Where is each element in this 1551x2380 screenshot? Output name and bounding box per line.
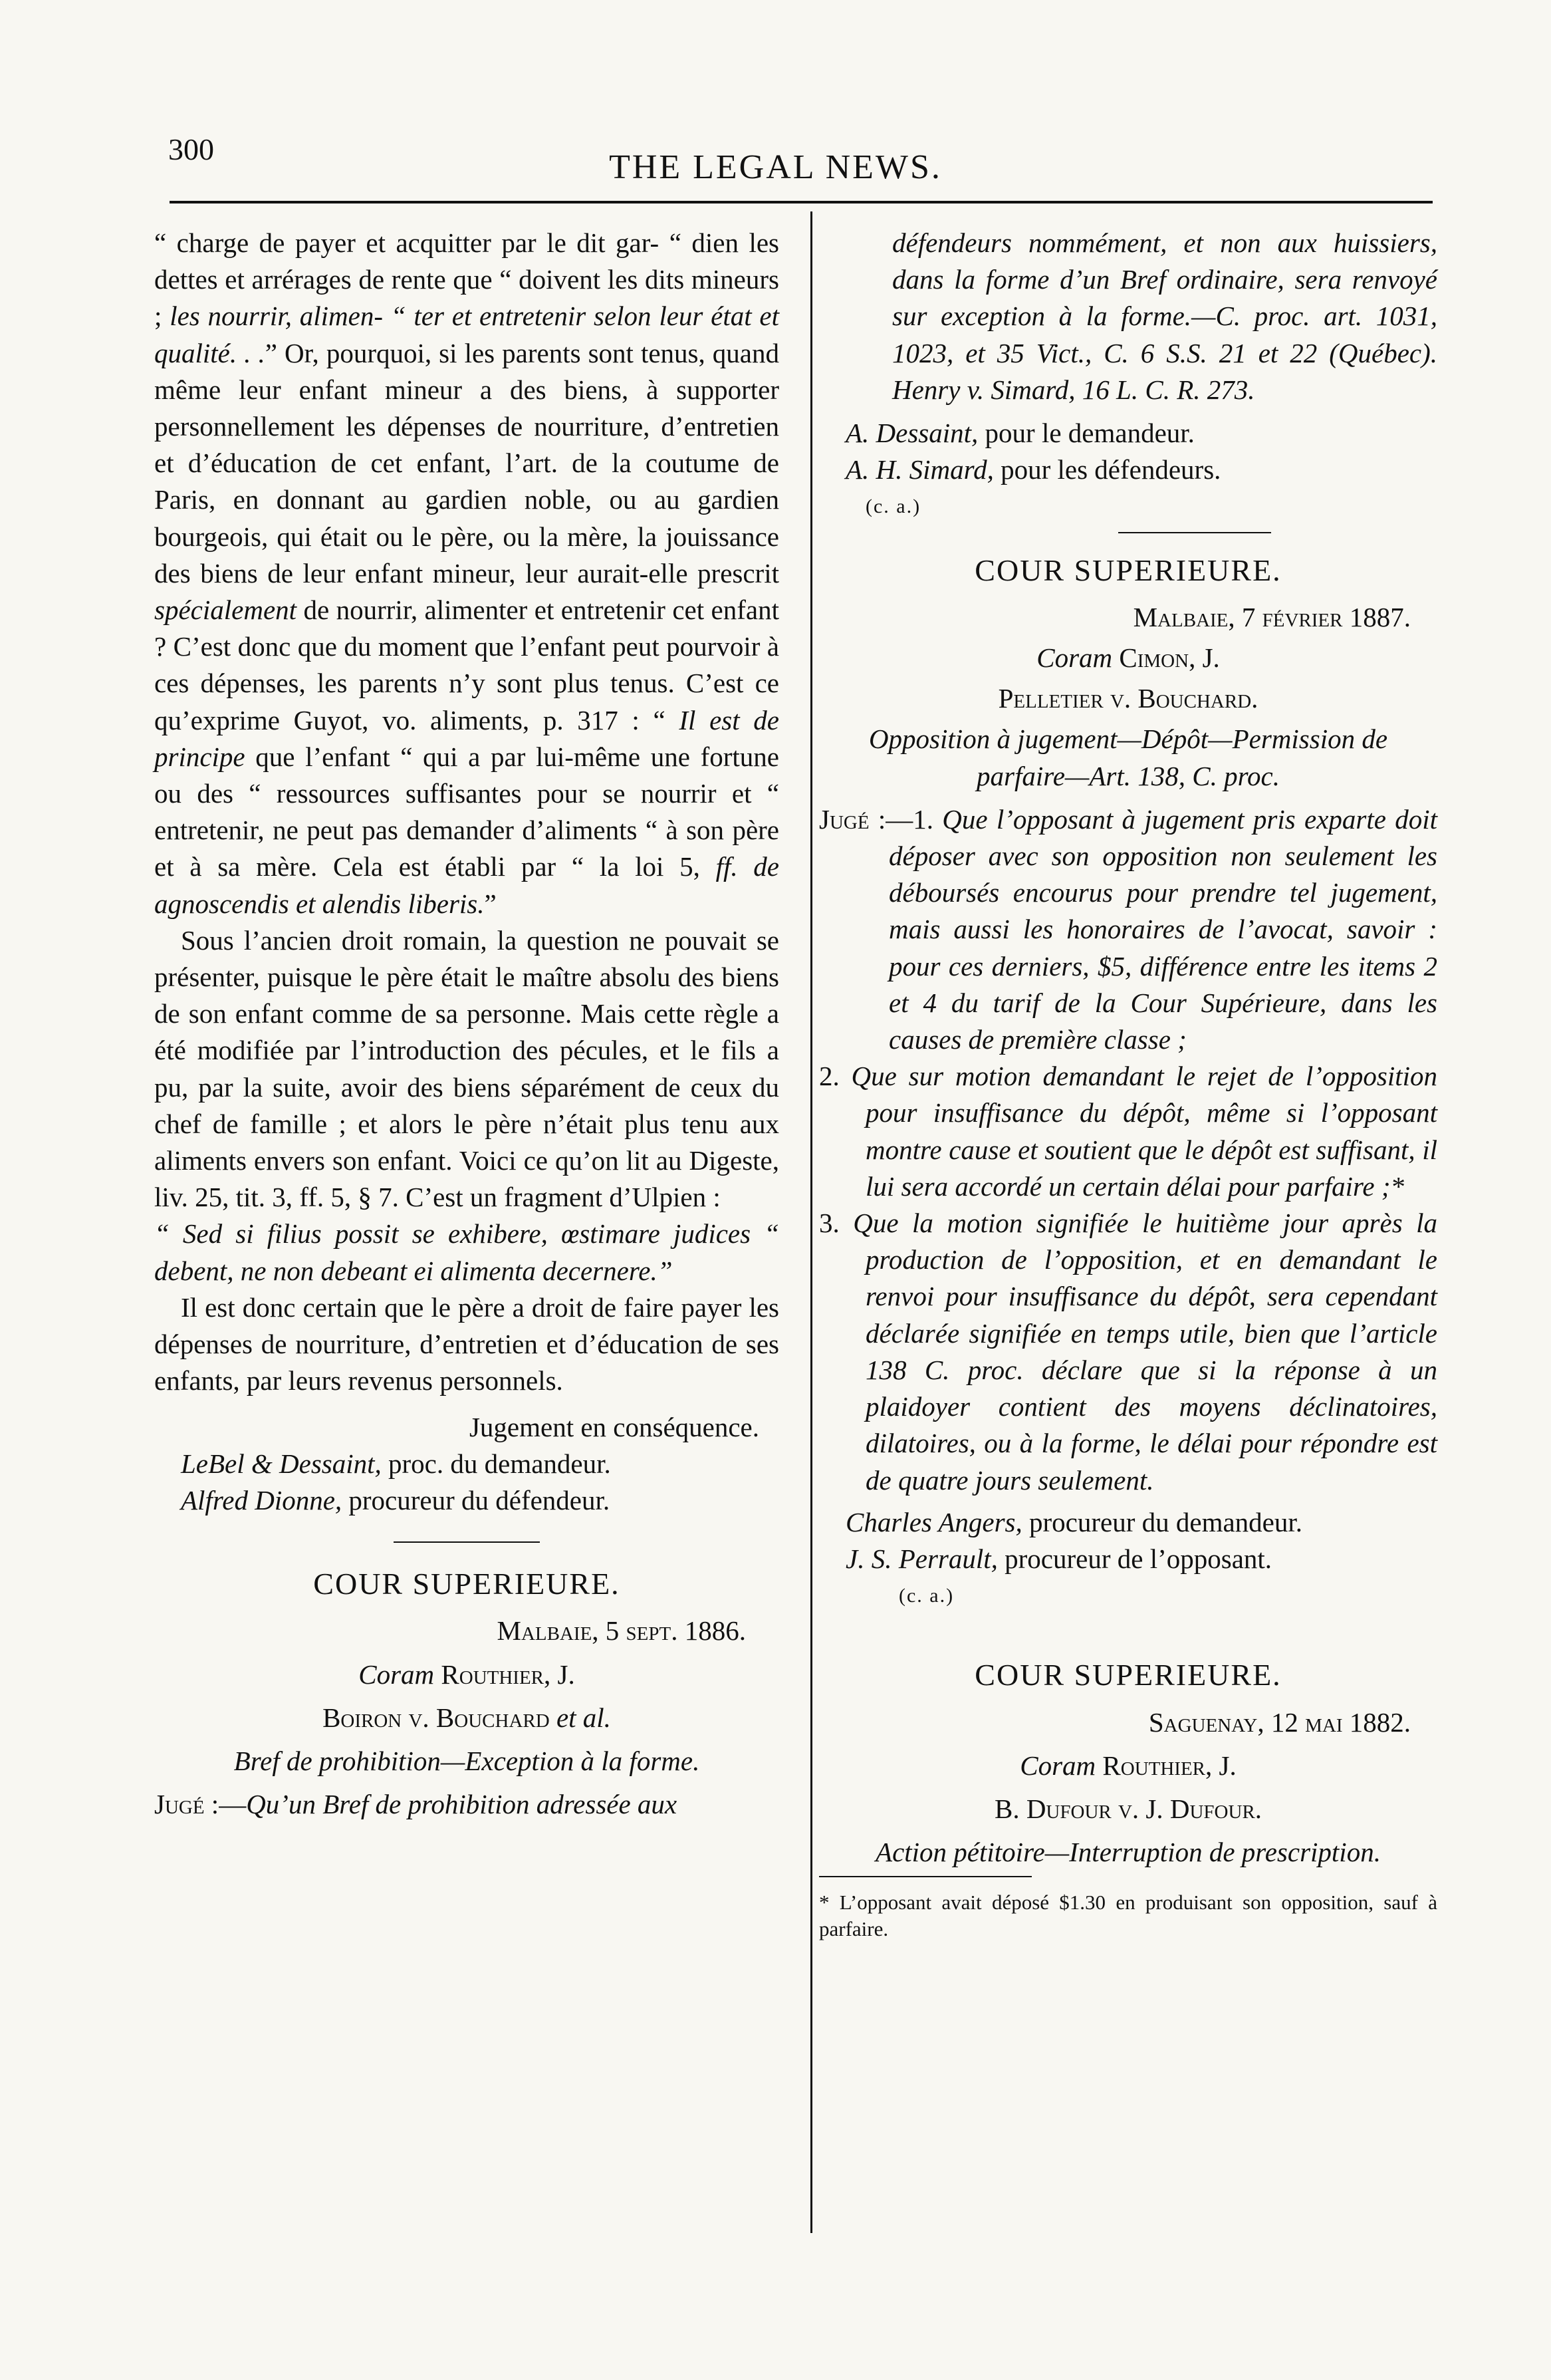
case-subject: Action pétitoire—Interruption de prescription. (876, 1837, 1381, 1868)
place-date: Malbaie, 7 février 1887. (1133, 601, 1411, 632)
attorney-role: procureur du défendeur. (342, 1484, 610, 1516)
judge-name: Routhier, J. (1102, 1750, 1237, 1781)
attorney-name: J. S. Perrault, (846, 1543, 998, 1574)
latin-quote: “ Sed si filius possit se exhibere, œstimare judices “ debent, ne non debeant ei alimenta decernere.” (154, 1218, 779, 1286)
section-divider (1118, 532, 1271, 533)
text-run: les nourrir, alimen- “ ter et entretenir selon leur état et qualité. . . (154, 301, 779, 368)
ruling-line (154, 1786, 779, 1823)
judgment-line: Jugement en conséquence. (469, 1411, 759, 1442)
attorney-name: LeBel & Dessaint, (181, 1448, 382, 1479)
text-run: de nourrir, alimenter et entretenir cet enfant ? C’est donc que du moment que l’enfant peut pourvoir à ces dépenses, les parents n’y sont plus tenus. C’est ce qu’exprime Guyot, vo. aliments, p. 317 : “ (154, 595, 779, 735)
running-title: THE LEGAL NEWS. (609, 148, 942, 186)
item-number: 2. (819, 1061, 852, 1092)
coram-label: Coram (358, 1658, 435, 1690)
reporter-initials: (c. a.) (866, 495, 921, 518)
coram-line (154, 1656, 779, 1693)
footnote: * L’opposant avait déposé $1.30 en produisant son opposition, sauf à parfaire. (819, 1891, 1437, 1941)
section-divider (394, 1541, 540, 1543)
attorney-role: procureur de l’opposant. (997, 1543, 1272, 1574)
text-run: Il est de principe (154, 704, 779, 772)
column-divider (810, 211, 812, 2233)
ruling-item-2 (819, 1058, 1437, 1205)
attorney-role: procureur du demandeur. (1022, 1506, 1302, 1537)
court-heading: COUR SUPERIEURE. (975, 1658, 1282, 1692)
text-run: ff. de agnoscendis et alendis liberis. (154, 851, 780, 919)
header-rule (170, 201, 1433, 203)
text-run: “ charge de payer et acquitter par le dit gar- “ dien les dettes et arrérages de rente que “ doivent les dits mineurs ; (154, 227, 779, 332)
item-number: 3. (819, 1208, 854, 1239)
attorney-role: pour les défendeurs. (993, 454, 1221, 485)
parties-suffix: et al. (549, 1702, 611, 1733)
juge-label: Jugé :—1. (819, 803, 943, 835)
ruling-text: Que la motion signifiée le huitième jour après la production de l’opposition, et en demandant le renvoi pour insuffisance du dépôt, sera cependant déclarée signifiée en temps utile, bien que l’article 138 C. proc. déclare que si la réponse à un plaidoyer contient des moyens déclinatoires, dilatoires, ou à la forme, le délai pour répondre est de quatre jours seulement. (853, 1208, 1438, 1496)
reporter-initials: (c. a.) (899, 1585, 955, 1607)
place-date: Saguenay, 12 mai 1882. (1148, 1706, 1411, 1738)
left-column (154, 225, 779, 1823)
continued-ruling: défendeurs nommément, et non aux huissiers, dans la forme d’un Bref ordinaire, sera renvoyé sur exception à la forme.—C. proc. art. 1031, 1023, et 35 Vict., C. 6 S.S. 21 et 22 (Québec). Henry v. Simard, 16 L. C. R. 273. (892, 227, 1437, 405)
attorney-line (154, 1446, 779, 1482)
attorney-name: Charles Angers, (846, 1506, 1022, 1537)
text-run: ” (484, 888, 497, 919)
attorney-line (819, 415, 1437, 452)
juge-label: Jugé :— (154, 1789, 247, 1820)
attorney-line (819, 1541, 1437, 1577)
judge-name: Cimon, J. (1119, 642, 1220, 674)
parties: Boiron v. Bouchard (322, 1702, 550, 1733)
text-run: Sous l’ancien droit romain, la question ne pouvait se présenter, puisque le père était le maître absolu des biens de son enfant comme de sa personne. Mais cette règle a été modifiée par l’introduction des pécules, et le fils a pu, par la suite, avoir des biens séparément de ceux du chef de famille ; et alors le père n’était plus tenu aux aliments envers son enfant. Voici ce qu’on lit au Digeste, liv. 25, tit. 3, ff. 5, § 7. C’est un fragment d’Ulpien : (154, 924, 779, 1213)
court-heading: COUR SUPERIEURE. (975, 553, 1282, 587)
parties-line: B. Dufour v. J. Dufour. (994, 1793, 1262, 1824)
attorney-line (819, 452, 1437, 488)
ruling-text: Que sur motion demandant le rejet de l’opposition pour insuffisance du dépôt, même si l’opposant montre cause et soutient que le dépôt est suffisant, il lui sera accordé un certain délai pour parfaire ;* (851, 1061, 1437, 1202)
section-spacer (819, 1614, 1437, 1651)
coram-line (819, 640, 1437, 676)
paragraph-3: Il est donc certain que le père a droit de faire payer les dépenses de nourriture, d’entretien et d’éducation de ses enfants, par leurs revenus personnels. (154, 1291, 779, 1396)
case-subject: Bref de prohibition—Exception à la forme. (233, 1745, 700, 1776)
attorney-role: proc. du demandeur. (381, 1448, 611, 1479)
coram-label: Coram (1036, 642, 1113, 674)
judge-name: Routhier, J. (441, 1658, 575, 1690)
page-number: 300 (168, 132, 214, 166)
right-column (819, 225, 1437, 1942)
attorney-line (819, 1504, 1437, 1541)
attorney-role: pour le demandeur. (978, 418, 1195, 449)
parties-line (154, 1700, 779, 1736)
attorney-name: Alfred Dionne, (181, 1484, 342, 1516)
text-run: spécialement (154, 595, 297, 626)
case-subject: Opposition à jugement—Dépôt—Permission de parfaire—Art. 138, C. proc. (868, 724, 1388, 791)
ruling-item-3 (819, 1205, 1437, 1499)
parties-line: Pelletier v. Bouchard. (998, 683, 1258, 714)
text-run: que l’enfant “ qui a par lui-même une fortune ou des “ ressources suffisantes pour se nourrir et “ entretenir, ne peut pas demander d’aliments “ à son père et à sa mère. Cela est établi par “ la loi 5, (154, 741, 779, 882)
coram-label: Coram (1020, 1750, 1096, 1781)
attorney-line (154, 1482, 779, 1519)
ruling-text: Qu’un Bref de prohibition adressée aux (246, 1789, 677, 1820)
court-heading: COUR SUPERIEURE. (313, 1567, 620, 1601)
paragraph-1 (154, 225, 779, 922)
attorney-name: A. Dessaint, (846, 418, 979, 449)
coram-line (819, 1748, 1437, 1784)
ruling-item-1 (819, 801, 1437, 1058)
footnote-rule (819, 1876, 1032, 1877)
ruling-text: Que l’opposant à jugement pris exparte doit déposer avec son opposition non seulement les déboursés encourus pour prendre tel jugement, mais aussi les honoraires de l’avocat, savoir : pour ces derniers, $5, différence entre les items 2 et 4 du tarif de la Cour Supérieure, dans les causes de première classe ; (889, 803, 1438, 1055)
place-date: Malbaie, 5 sept. 1886. (497, 1615, 746, 1647)
attorney-name: A. H. Simard, (846, 454, 994, 485)
text-run: ” Or, pourquoi, si les parents sont tenus, quand même leur enfant mineur a des biens, à supporter personnellement les dépenses de nourriture, d’entretien et d’éducation de cet enfant, l’art. de la coutume de Paris, en donnant au gardien noble, ou au gardien bourgeois, qui était ou le père, ou la mère, la jouissance des biens de leur enfant mineur, leur aurait-elle prescrit (154, 337, 779, 589)
paragraph-2 (154, 922, 779, 1216)
